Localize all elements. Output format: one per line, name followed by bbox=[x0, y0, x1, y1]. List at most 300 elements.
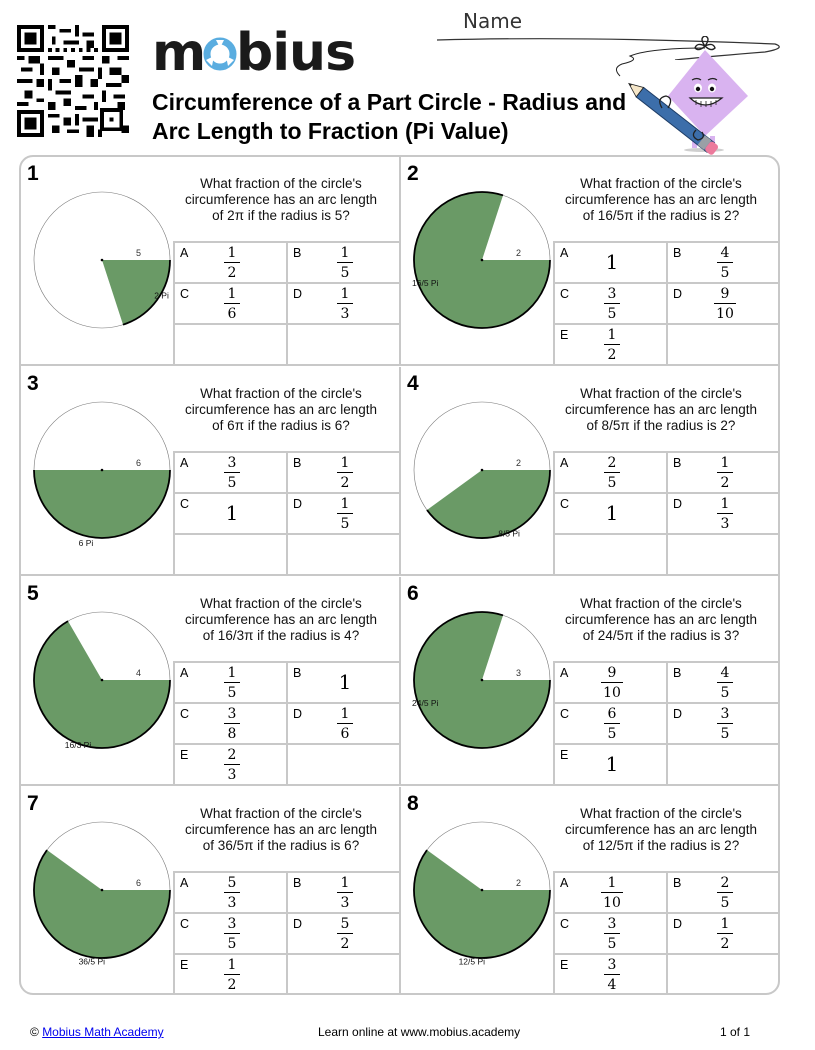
denominator: 2 bbox=[227, 977, 237, 993]
question-line: What fraction of the circle's bbox=[580, 176, 742, 191]
option-b[interactable] bbox=[666, 873, 780, 914]
numerator: 2 bbox=[720, 875, 730, 891]
option-a[interactable] bbox=[173, 663, 287, 704]
option-c[interactable] bbox=[553, 284, 667, 325]
option-letter: A bbox=[180, 456, 189, 470]
numerator: 9 bbox=[607, 665, 617, 681]
option-value: 1 bbox=[605, 250, 619, 274]
center-point bbox=[481, 679, 484, 682]
radius-label: 2 bbox=[516, 878, 522, 888]
option-letter: A bbox=[560, 246, 569, 260]
answer-options bbox=[173, 241, 401, 366]
option-a[interactable] bbox=[173, 453, 287, 494]
answer-options bbox=[553, 661, 780, 786]
question-text bbox=[541, 386, 780, 434]
sector-diagram bbox=[407, 815, 557, 965]
problem-number: 1 bbox=[27, 162, 39, 185]
problem-number: 7 bbox=[27, 792, 39, 815]
fraction-bar bbox=[717, 892, 733, 893]
question-line: of 16/5π if the radius is 2? bbox=[582, 208, 740, 223]
option-fraction bbox=[600, 327, 624, 363]
fraction-bar bbox=[224, 933, 240, 934]
radius-label: 6 bbox=[136, 458, 142, 468]
empty-option-cell bbox=[286, 955, 400, 995]
option-fraction bbox=[220, 916, 244, 952]
denominator: 2 bbox=[720, 936, 730, 952]
empty-option-cell bbox=[666, 535, 780, 576]
option-e[interactable] bbox=[173, 745, 287, 786]
svg-text:m: m bbox=[152, 23, 206, 78]
option-fraction bbox=[600, 875, 624, 911]
option-e[interactable] bbox=[553, 325, 667, 366]
empty-option-cell bbox=[286, 745, 400, 786]
question-line: circumference has an arc length bbox=[564, 822, 758, 837]
option-b[interactable] bbox=[286, 243, 400, 284]
empty-option-cell bbox=[666, 955, 780, 995]
denominator: 10 bbox=[603, 895, 621, 911]
fraction-bar bbox=[717, 513, 733, 514]
option-letter: C bbox=[560, 497, 570, 511]
question-text bbox=[161, 386, 401, 434]
option-a[interactable] bbox=[173, 243, 287, 284]
problem-number: 2 bbox=[407, 162, 419, 185]
center-point bbox=[481, 469, 484, 472]
sector-diagram bbox=[407, 185, 557, 335]
fraction-bar bbox=[717, 262, 733, 263]
option-fraction bbox=[713, 706, 737, 742]
arc-length-label: 16/3 Pi bbox=[64, 739, 92, 750]
arc-length-label: 8/5 Pi bbox=[498, 528, 520, 539]
center-point bbox=[481, 259, 484, 262]
arc-length-label: 24/5 Pi bbox=[412, 698, 439, 708]
option-letter: B bbox=[293, 246, 302, 260]
option-letter: E bbox=[560, 958, 569, 972]
denominator: 10 bbox=[603, 685, 621, 701]
fraction-bar bbox=[604, 303, 620, 304]
option-fraction bbox=[600, 706, 624, 742]
empty-option-cell bbox=[173, 325, 287, 366]
sector-diagram bbox=[27, 815, 177, 965]
arc-length-label: 16/5 Pi bbox=[412, 278, 439, 288]
denominator: 3 bbox=[720, 516, 730, 532]
sector-diagram bbox=[27, 185, 177, 335]
mascot-with-pencil-icon bbox=[610, 36, 760, 156]
denominator: 5 bbox=[227, 475, 237, 491]
fraction-bar bbox=[224, 723, 240, 724]
option-fraction bbox=[713, 916, 737, 952]
question-line: of 16/3π if the radius is 4? bbox=[202, 628, 360, 643]
option-a[interactable] bbox=[553, 873, 667, 914]
question-line: What fraction of the circle's bbox=[580, 386, 742, 401]
question-line: of 24/5π if the radius is 3? bbox=[582, 628, 740, 643]
problem-number: 8 bbox=[407, 792, 419, 815]
option-letter: D bbox=[293, 707, 303, 721]
numerator: 4 bbox=[720, 665, 730, 681]
denominator: 3 bbox=[227, 895, 237, 911]
option-c[interactable] bbox=[173, 494, 287, 535]
denominator: 5 bbox=[720, 726, 730, 742]
numerator: 3 bbox=[607, 286, 617, 302]
option-d[interactable] bbox=[286, 704, 400, 745]
denominator: 5 bbox=[340, 265, 350, 281]
numerator: 1 bbox=[340, 455, 350, 471]
option-letter: D bbox=[293, 497, 303, 511]
option-letter: D bbox=[673, 707, 683, 721]
option-fraction bbox=[713, 245, 737, 281]
question-line: What fraction of the circle's bbox=[200, 806, 362, 821]
arc-length-label: 2 Pi bbox=[154, 290, 169, 301]
fraction-bar bbox=[337, 933, 353, 934]
denominator: 5 bbox=[720, 895, 730, 911]
empty-option-cell bbox=[666, 745, 780, 786]
question-text bbox=[161, 806, 401, 854]
numerator: 3 bbox=[607, 916, 617, 932]
option-letter: A bbox=[560, 456, 569, 470]
option-fraction bbox=[600, 455, 624, 491]
option-letter: D bbox=[673, 287, 683, 301]
option-letter: E bbox=[560, 748, 569, 762]
denominator: 2 bbox=[227, 265, 237, 281]
option-a[interactable] bbox=[173, 873, 287, 914]
numerator: 3 bbox=[227, 706, 237, 722]
fraction-bar bbox=[337, 262, 353, 263]
numerator: 3 bbox=[607, 957, 617, 973]
question-line: What fraction of the circle's bbox=[200, 176, 362, 191]
problem-panel-4 bbox=[401, 367, 780, 576]
problem-number: 4 bbox=[407, 372, 419, 395]
page-indicator: 1 of 1 bbox=[720, 1025, 751, 1039]
center-point bbox=[101, 469, 104, 472]
denominator: 2 bbox=[340, 936, 350, 952]
question-line: What fraction of the circle's bbox=[200, 386, 362, 401]
option-b[interactable] bbox=[666, 243, 780, 284]
option-fraction bbox=[600, 286, 624, 322]
numerator: 3 bbox=[720, 706, 730, 722]
footer-copyright bbox=[30, 1025, 164, 1039]
numerator: 1 bbox=[340, 245, 350, 261]
option-a[interactable] bbox=[553, 243, 667, 284]
denominator: 4 bbox=[607, 977, 617, 993]
footer-learn-online: Learn online at www.mobius.academy bbox=[318, 1025, 521, 1039]
option-fraction bbox=[220, 455, 244, 491]
option-e[interactable] bbox=[173, 955, 287, 995]
numerator: 4 bbox=[720, 245, 730, 261]
question-line: What fraction of the circle's bbox=[580, 596, 742, 611]
fraction-bar bbox=[717, 933, 733, 934]
problem-panel-1 bbox=[21, 157, 401, 366]
fraction-bar bbox=[601, 682, 623, 683]
denominator: 3 bbox=[340, 306, 350, 322]
shaded-sector bbox=[34, 470, 170, 538]
numerator: 3 bbox=[227, 916, 237, 932]
radius-label: 2 bbox=[516, 458, 522, 468]
option-c[interactable] bbox=[173, 914, 287, 955]
fraction-bar bbox=[604, 472, 620, 473]
option-a[interactable] bbox=[553, 453, 667, 494]
answer-options bbox=[173, 661, 401, 786]
worksheet-grid bbox=[19, 155, 780, 995]
question-line: circumference has an arc length bbox=[564, 402, 758, 417]
option-fraction bbox=[600, 957, 624, 993]
sector-diagram bbox=[407, 605, 557, 755]
option-fraction bbox=[600, 665, 624, 701]
answer-options bbox=[553, 871, 780, 995]
question-line: of 6π if the radius is 6? bbox=[212, 418, 350, 433]
question-line: of 12/5π if the radius is 2? bbox=[582, 838, 740, 853]
option-value: 1 bbox=[605, 501, 619, 525]
denominator: 8 bbox=[227, 726, 237, 742]
fraction-bar bbox=[601, 892, 623, 893]
center-point bbox=[101, 889, 104, 892]
option-letter: B bbox=[673, 876, 682, 890]
option-letter: B bbox=[293, 876, 302, 890]
name-label: Name bbox=[463, 9, 523, 33]
radius-label: 4 bbox=[136, 668, 142, 678]
option-c[interactable] bbox=[553, 914, 667, 955]
question-text bbox=[541, 806, 780, 854]
denominator: 6 bbox=[340, 726, 350, 742]
numerator: 1 bbox=[720, 496, 730, 512]
answer-options bbox=[553, 451, 780, 576]
problem-number: 6 bbox=[407, 582, 419, 605]
option-letter: B bbox=[293, 666, 302, 680]
numerator: 1 bbox=[227, 286, 237, 302]
denominator: 10 bbox=[716, 306, 734, 322]
option-fraction bbox=[600, 916, 624, 952]
option-fraction bbox=[333, 875, 357, 911]
denominator: 5 bbox=[607, 475, 617, 491]
fraction-bar bbox=[337, 303, 353, 304]
option-letter: C bbox=[560, 707, 570, 721]
option-fraction bbox=[220, 957, 244, 993]
fraction-bar bbox=[604, 344, 620, 345]
numerator: 6 bbox=[607, 706, 617, 722]
option-b[interactable] bbox=[666, 453, 780, 494]
empty-option-cell bbox=[553, 535, 667, 576]
mobius-academy-link[interactable]: Mobius Math Academy bbox=[42, 1025, 164, 1039]
option-c[interactable] bbox=[553, 494, 667, 535]
arc-length-label: 36/5 Pi bbox=[78, 956, 106, 967]
numerator: 1 bbox=[340, 875, 350, 891]
option-e[interactable] bbox=[553, 745, 667, 786]
numerator: 1 bbox=[227, 957, 237, 973]
sector-diagram bbox=[27, 395, 177, 548]
option-letter: C bbox=[180, 287, 190, 301]
option-d[interactable] bbox=[666, 704, 780, 745]
numerator: 1 bbox=[340, 706, 350, 722]
question-line: circumference has an arc length bbox=[184, 612, 378, 627]
numerator: 1 bbox=[227, 245, 237, 261]
option-letter: A bbox=[180, 666, 189, 680]
empty-option-cell bbox=[666, 325, 780, 366]
denominator: 5 bbox=[720, 265, 730, 281]
fraction-bar bbox=[337, 723, 353, 724]
option-b[interactable] bbox=[286, 873, 400, 914]
numerator: 2 bbox=[227, 747, 237, 763]
option-c[interactable] bbox=[173, 704, 287, 745]
radius-label: 6 bbox=[136, 878, 142, 888]
option-letter: D bbox=[293, 917, 303, 931]
fraction-bar bbox=[224, 472, 240, 473]
fraction-bar bbox=[337, 892, 353, 893]
option-letter: C bbox=[180, 707, 190, 721]
question-line: circumference has an arc length bbox=[184, 192, 378, 207]
problem-number: 5 bbox=[27, 582, 39, 605]
fraction-bar bbox=[224, 262, 240, 263]
numerator: 2 bbox=[607, 455, 617, 471]
numerator: 3 bbox=[227, 455, 237, 471]
worksheet-title: Circumference of a Part Circle - Radius and Arc Length to Fraction (Pi Value) bbox=[152, 89, 627, 144]
fraction-bar bbox=[337, 513, 353, 514]
option-fraction bbox=[713, 496, 737, 532]
fraction-bar bbox=[717, 682, 733, 683]
denominator: 2 bbox=[340, 475, 350, 491]
denominator: 5 bbox=[607, 306, 617, 322]
option-letter: E bbox=[560, 328, 569, 342]
option-letter: C bbox=[180, 497, 190, 511]
question-line: of 36/5π if the radius is 6? bbox=[202, 838, 360, 853]
option-c[interactable] bbox=[553, 704, 667, 745]
option-d[interactable] bbox=[286, 284, 400, 325]
denominator: 3 bbox=[227, 767, 237, 783]
question-text bbox=[541, 596, 780, 644]
center-point bbox=[481, 889, 484, 892]
question-line: of 2π if the radius is 5? bbox=[212, 208, 350, 223]
denominator: 2 bbox=[720, 475, 730, 491]
option-letter: C bbox=[560, 287, 570, 301]
option-letter: D bbox=[293, 287, 303, 301]
option-fraction bbox=[333, 916, 357, 952]
option-value: 1 bbox=[338, 670, 352, 694]
option-letter: C bbox=[560, 917, 570, 931]
question-text bbox=[161, 176, 401, 224]
option-d[interactable] bbox=[666, 914, 780, 955]
denominator: 5 bbox=[340, 516, 350, 532]
answer-options bbox=[553, 241, 780, 366]
question-line: What fraction of the circle's bbox=[580, 806, 742, 821]
denominator: 6 bbox=[227, 306, 237, 322]
option-b[interactable] bbox=[286, 663, 400, 704]
empty-option-cell bbox=[286, 325, 400, 366]
numerator: 1 bbox=[720, 455, 730, 471]
fraction-bar bbox=[224, 974, 240, 975]
option-letter: D bbox=[673, 917, 683, 931]
problem-panel-6 bbox=[401, 577, 780, 786]
problem-number: 3 bbox=[27, 372, 39, 395]
question-line: What fraction of the circle's bbox=[200, 596, 362, 611]
fraction-bar bbox=[714, 303, 736, 304]
option-fraction bbox=[333, 245, 357, 281]
numerator: 5 bbox=[227, 875, 237, 891]
option-letter: A bbox=[180, 246, 189, 260]
option-letter: B bbox=[673, 456, 682, 470]
option-e[interactable] bbox=[553, 955, 667, 995]
numerator: 1 bbox=[340, 286, 350, 302]
arc-length-label: 12/5 Pi bbox=[458, 956, 486, 967]
denominator: 5 bbox=[227, 936, 237, 952]
option-d[interactable] bbox=[286, 494, 400, 535]
sector-diagram bbox=[407, 395, 557, 545]
sector-diagram bbox=[27, 605, 177, 755]
option-a[interactable] bbox=[553, 663, 667, 704]
option-fraction bbox=[713, 286, 737, 322]
question-line: circumference has an arc length bbox=[564, 192, 758, 207]
denominator: 5 bbox=[607, 936, 617, 952]
question-text bbox=[161, 596, 401, 644]
empty-option-cell bbox=[173, 535, 287, 576]
option-fraction bbox=[220, 245, 244, 281]
svg-text:bius: bius bbox=[236, 23, 356, 78]
option-fraction bbox=[333, 455, 357, 491]
qr-code-icon bbox=[17, 25, 129, 137]
fraction-bar bbox=[224, 892, 240, 893]
option-b[interactable] bbox=[286, 453, 400, 494]
problem-panel-5 bbox=[21, 577, 401, 786]
numerator: 1 bbox=[607, 327, 617, 343]
numerator: 1 bbox=[340, 496, 350, 512]
denominator: 5 bbox=[607, 726, 617, 742]
option-fraction bbox=[220, 875, 244, 911]
numerator: 1 bbox=[227, 665, 237, 681]
option-letter: D bbox=[673, 497, 683, 511]
option-fraction bbox=[220, 665, 244, 701]
option-d[interactable] bbox=[666, 494, 780, 535]
option-value: 1 bbox=[225, 501, 239, 525]
problem-panel-2 bbox=[401, 157, 780, 366]
fraction-bar bbox=[224, 764, 240, 765]
fraction-bar bbox=[604, 933, 620, 934]
option-letter: A bbox=[560, 876, 569, 890]
fraction-bar bbox=[224, 303, 240, 304]
denominator: 2 bbox=[607, 347, 617, 363]
problem-panel-7 bbox=[21, 787, 401, 995]
radius-label: 5 bbox=[136, 248, 142, 258]
answer-options bbox=[173, 871, 401, 995]
denominator: 3 bbox=[340, 895, 350, 911]
arc-length-label: 6 Pi bbox=[78, 538, 94, 548]
fraction-bar bbox=[717, 723, 733, 724]
fraction-bar bbox=[604, 974, 620, 975]
problem-panel-3 bbox=[21, 367, 401, 576]
option-fraction bbox=[333, 496, 357, 532]
option-letter: E bbox=[180, 958, 189, 972]
option-fraction bbox=[333, 286, 357, 322]
option-fraction bbox=[333, 706, 357, 742]
option-fraction bbox=[713, 875, 737, 911]
denominator: 5 bbox=[227, 685, 237, 701]
option-letter: A bbox=[560, 666, 569, 680]
option-d[interactable] bbox=[666, 284, 780, 325]
option-fraction bbox=[713, 455, 737, 491]
center-point bbox=[101, 259, 104, 262]
option-letter: C bbox=[180, 917, 190, 931]
copyright-symbol: © bbox=[30, 1025, 39, 1039]
radius-label: 2 bbox=[516, 248, 522, 258]
fraction-bar bbox=[337, 472, 353, 473]
option-b[interactable] bbox=[666, 663, 780, 704]
option-c[interactable] bbox=[173, 284, 287, 325]
option-letter: B bbox=[673, 246, 682, 260]
question-line: circumference has an arc length bbox=[184, 822, 378, 837]
option-letter: B bbox=[293, 456, 302, 470]
denominator: 5 bbox=[720, 685, 730, 701]
question-text bbox=[541, 176, 780, 224]
option-d[interactable] bbox=[286, 914, 400, 955]
numerator: 9 bbox=[720, 286, 730, 302]
numerator: 1 bbox=[720, 916, 730, 932]
option-letter: A bbox=[180, 876, 189, 890]
fraction-bar bbox=[717, 472, 733, 473]
